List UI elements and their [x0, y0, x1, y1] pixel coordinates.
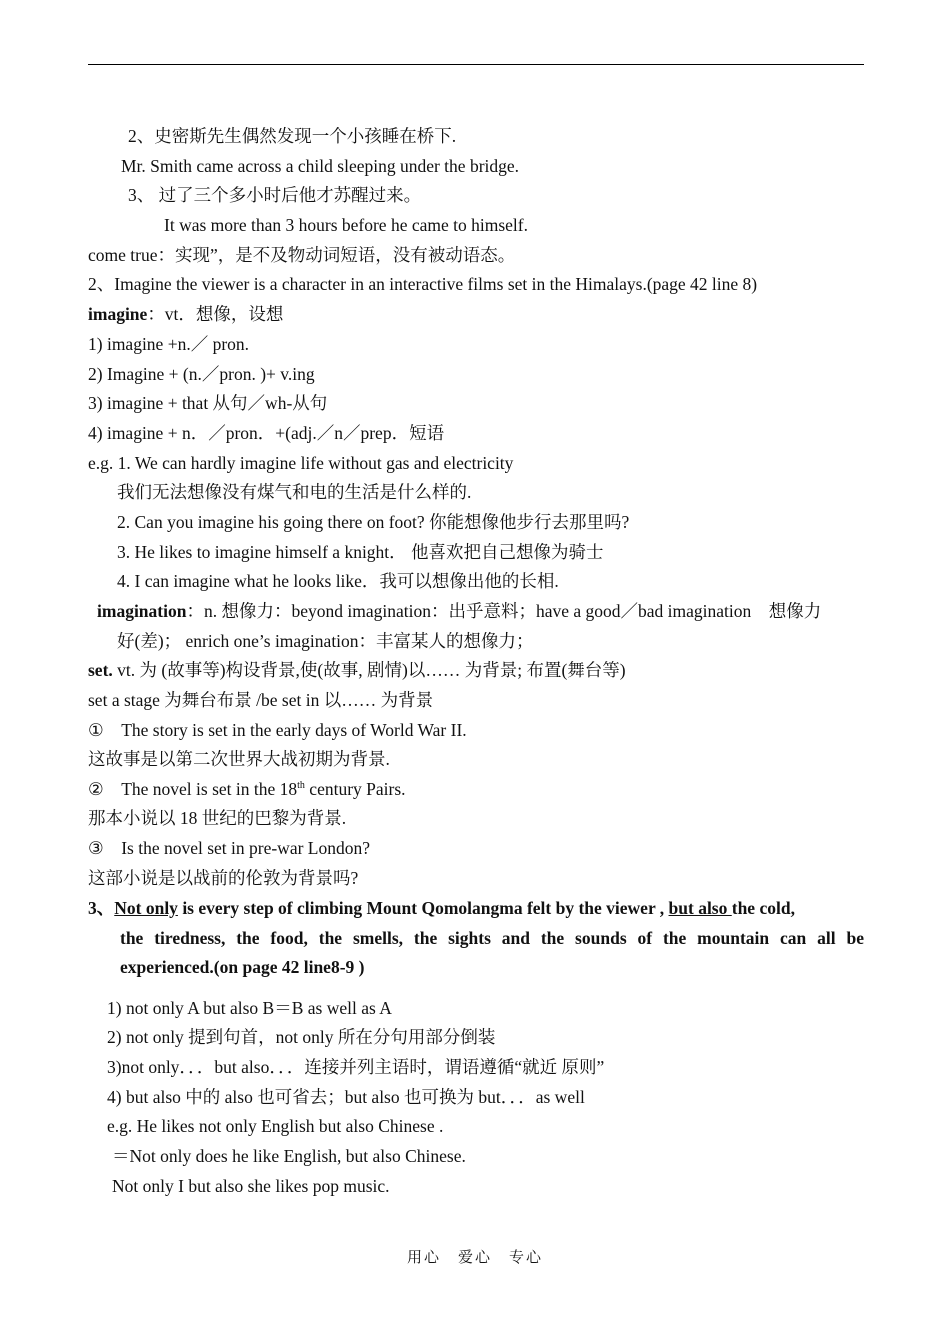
- item-2-sentence: 2、Imagine the viewer is a character in an interactive films set in the Himalays.(page 42 line 8): [88, 274, 758, 294]
- item-3-line-2: the tiredness, the food, the smells, the sights and the sounds of the mountain can all be: [120, 928, 864, 948]
- set-example-1-english: ① The story is set in the early days of World War II.: [88, 720, 467, 740]
- item-3-number: 3、: [88, 898, 115, 918]
- set-example-2-chinese: 那本小说以 18 世纪的巴黎为背景.: [88, 808, 347, 828]
- imagine-heading: [88, 303, 283, 325]
- come-true-note: come true：实现”，是不及物动词短语，没有被动语态。: [88, 245, 516, 265]
- set-heading: [88, 659, 626, 681]
- item-3-middle: is every step of climbing Mount Qomolangma felt by the viewer ,: [177, 898, 669, 918]
- imagination-definition-line-2: 好(差)； enrich one’s imagination：丰富某人的想像力；: [117, 631, 534, 651]
- imagine-example-1-chinese: 我们无法想像没有煤气和电的生活是什么样的.: [117, 482, 472, 502]
- not-only-example-3: Not only I but also she likes pop music.: [112, 1176, 390, 1196]
- imagine-usage-4: 4) imagine + n．／pron．+(adj.／n／prep．短语: [88, 423, 445, 443]
- not-only-rule-1: 1) not only A but also B＝B as well as A: [107, 998, 392, 1018]
- set-example-2-english: [88, 778, 406, 800]
- not-only-underlined: Not only: [114, 898, 178, 918]
- but-also-underlined: but also: [668, 898, 732, 918]
- imagination-definition-line-1: [97, 600, 821, 622]
- imagine-usage-2: 2) Imagine + (n.／pron. )+ v.ing: [88, 364, 315, 384]
- set-example-2-text: ② The novel is set in the 18: [88, 779, 298, 799]
- imagination-definition: ：n. 想像力：beyond imagination：出乎意料；have a good／bad imagination 想像力: [186, 601, 822, 621]
- imagine-usage-3: 3) imagine + that 从句／wh-从句: [88, 393, 328, 413]
- set-example-2-text-end: century Pairs.: [304, 779, 406, 799]
- item-3-line-3: experienced.(on page 42 line8-9 ): [120, 957, 365, 977]
- set-example-1-chinese: 这故事是以第二次世界大战初期为背景.: [88, 749, 390, 769]
- imagine-usage-1: 1) imagine +n.／ pron.: [88, 334, 250, 354]
- example-3-english: It was more than 3 hours before he came to himself.: [164, 215, 528, 235]
- not-only-rule-4: 4) but also 中的 also 也可省去；but also 也可换为 but．．．as well: [107, 1087, 585, 1107]
- imagination-word: imagination: [97, 601, 187, 621]
- header-rule: [88, 64, 864, 65]
- example-2-english: Mr. Smith came across a child sleeping under the bridge.: [121, 156, 520, 176]
- imagine-definition: ：vt．想像，设想: [147, 304, 284, 324]
- imagine-word: imagine: [88, 304, 148, 324]
- example-2-chinese: 2、史密斯先生偶然发现一个小孩睡在桥下.: [128, 126, 457, 146]
- not-only-rule-3: 3)not only．．．but also．．．连接并列主语时，谓语遵循“就近 原则”: [107, 1057, 605, 1077]
- not-only-example-2: ＝Not only does he like English, but also Chinese.: [112, 1146, 466, 1166]
- imagine-example-1-english: e.g. 1. We can hardly imagine life without gas and electricity: [88, 453, 514, 473]
- superscript-th: th: [297, 780, 305, 792]
- item-3-line-1: [88, 897, 795, 919]
- example-3-chinese: 3、 过了三个多小时后他才苏醒过来。: [128, 185, 422, 205]
- set-example-3-chinese: 这部小说是以战前的伦敦为背景吗?: [88, 868, 359, 888]
- imagine-example-3: 3. He likes to imagine himself a knight． 他喜欢把自己想像为骑士: [117, 542, 604, 562]
- page-footer: 用心 爱心 专心: [406, 1250, 543, 1266]
- imagine-example-2: 2. Can you imagine his going there on foot? 你能想像他步行去那里吗?: [117, 512, 630, 532]
- imagine-example-4: 4. I can imagine what he looks like．我可以想像出他的长相.: [117, 571, 559, 591]
- set-word: set.: [88, 660, 113, 680]
- not-only-example-1: e.g. He likes not only English but also Chinese .: [107, 1116, 444, 1136]
- set-example-3-english: ③ Is the novel set in pre-war London?: [88, 838, 370, 858]
- not-only-rule-2: 2) not only 提到句首，not only 所在分句用部分倒装: [107, 1027, 496, 1047]
- set-stage-note: set a stage 为舞台布景 /be set in 以…… 为背景: [88, 690, 434, 710]
- set-definition: vt. 为 (故事等)构设背景,使(故事, 剧情)以…… 为背景; 布置(舞台等): [112, 660, 626, 680]
- item-3-end: the cold,: [731, 898, 795, 918]
